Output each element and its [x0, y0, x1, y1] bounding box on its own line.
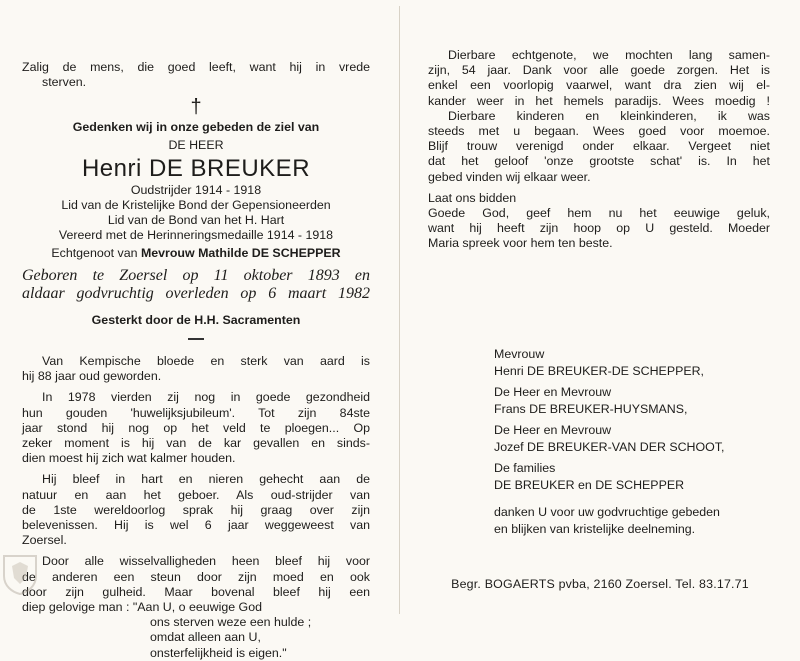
- detail-sacred-heart: Lid van de Bond van het H. Hart: [107, 213, 285, 228]
- bio-line: hun gouden 'huwelijksjubileum'. Tot zijn 84ste: [22, 405, 370, 420]
- thanks-line: en blijken van kristelijke deelneming.: [494, 522, 696, 536]
- bio-line: de 1ste wereldoorlog sprak hij graag over zijn: [22, 502, 370, 517]
- card-fold-line: [399, 6, 400, 614]
- prayer-section: [428, 191, 770, 252]
- left-panel: [22, 60, 370, 661]
- deceased-title: DE HEER: [168, 137, 224, 152]
- bio-line: de anderen een steun door zijn moed en ook: [22, 569, 370, 584]
- family-line: De Heer en Mevrouw: [494, 423, 612, 437]
- quote-line: ons sterven weze een hulde ;: [150, 615, 312, 630]
- quote-line: omdat alleen aan U,: [150, 630, 261, 645]
- cross-icon: †: [190, 96, 202, 119]
- spouse-line: [22, 246, 370, 261]
- archive-seal-icon: [0, 552, 40, 596]
- biography-paragraph-2: [22, 390, 370, 466]
- farewell-line: Blijf trouw verenigd onder elkaar. Vergeet niet: [428, 139, 770, 154]
- deceased-name: Henri DE BREUKER: [81, 154, 311, 182]
- farewell-line: Dierbare kinderen en kleinkinderen, ik was: [448, 108, 770, 123]
- family-line: De Heer en Mevrouw: [494, 385, 612, 399]
- spouse-prefix: Echtgenoot van: [51, 245, 141, 260]
- bio-line: diep gelovige man : "Aan U, o eeuwige God: [22, 600, 262, 615]
- farewell-line: gebed vinden wij elkaar weer.: [428, 169, 591, 184]
- bio-line: door zijn gulheid. Maar bovenal bleef hij een: [22, 584, 370, 599]
- spouse-farewell-paragraph: [428, 48, 770, 109]
- bio-line: Hij bleef in hart en nieren gehecht aan de: [42, 472, 370, 487]
- prayer-line: Gedenken wij in onze gebeden de ziel van: [72, 120, 320, 135]
- prayer-line: Maria spreek voor hem ten beste.: [428, 236, 613, 251]
- biography-paragraph-3: [22, 472, 370, 548]
- prayer-line: want hij heeft zijn hoop op U gesteld. Moeder: [428, 221, 770, 236]
- farewell-line: dat het geloof 'onze grootste schat' is. In het: [428, 154, 770, 169]
- farewell-line: Dierbare echtgenote, we mochten lang samen-: [448, 48, 770, 62]
- bio-line: zeker moment is hij van de kar gevallen en sinds-: [22, 436, 370, 451]
- spouse-name: Mevrouw Mathilde DE SCHEPPER: [140, 245, 341, 260]
- printer-imprint: Begr. BOGAERTS pvba, 2160 Zoersel. Tel. 83.17.71: [451, 577, 749, 591]
- farewell-line: enkel een voorlopig vaarwel, want dra zien wij el-: [428, 78, 770, 93]
- right-panel: [428, 48, 770, 252]
- family-line: Henri DE BREUKER-DE SCHEPPER,: [494, 364, 704, 378]
- family-line: DE BREUKER en DE SCHEPPER: [494, 478, 685, 492]
- bio-line: In 1978 vierden zij nog in goede gezondheid: [42, 390, 370, 405]
- opening-line-1: Zalig de mens, die goed leeft, want hij in vrede: [22, 60, 370, 74]
- birth-line-2: aldaar godvruchtig overleden op 6 maart 1982: [22, 284, 370, 302]
- bio-line: Zoersel.: [22, 533, 67, 548]
- bio-line: Van Kempische bloede en sterk van aard is: [42, 354, 370, 369]
- divider-dash: [188, 338, 204, 340]
- bio-line: natuur en aan het geboer. Als oud-strijder van: [22, 487, 370, 502]
- farewell-line: zijn, 54 jaar. Dank voor alle goede zorgen. Het is: [428, 63, 770, 78]
- quote-line: onsterfelijkheid is eigen.": [150, 645, 287, 660]
- family-signatures: [494, 346, 774, 538]
- prayer-line: Goede God, geef hem nu het eeuwige geluk,: [428, 206, 770, 221]
- detail-veteran: Oudstrijder 1914 - 1918: [130, 182, 262, 197]
- thanks-line: danken U voor uw godvruchtige gebeden: [494, 505, 720, 519]
- bio-line: hij 88 jaar oud geworden.: [22, 369, 162, 384]
- detail-medal: Vereerd met de Herinneringsmedaille 1914 - 1918: [58, 228, 334, 243]
- bio-line: belevenissen. Hij is wel 6 jaar weggeweest van: [22, 518, 370, 533]
- family-line: Frans DE BREUKER-HUYSMANS,: [494, 402, 688, 416]
- farewell-line: kander weer in het hemels paradijs. Wees moedig !: [428, 93, 770, 108]
- farewell-line: steeds met u begaan. Wees goed voor moemoe.: [428, 124, 770, 139]
- birth-line-1: Geboren te Zoersel op 11 oktober 1893 en: [22, 266, 370, 284]
- family-line: Jozef DE BREUKER-VAN DER SCHOOT,: [494, 440, 725, 454]
- bio-line: jaar stond hij nog op het veld te ploegen... Op: [22, 420, 370, 435]
- detail-pensioners-union: Lid van de Kristelijke Bond der Gepensioneerden: [61, 198, 331, 213]
- prayer-heading: Laat ons bidden: [428, 190, 517, 205]
- opening-line-2: sterven.: [42, 75, 87, 90]
- bio-line: Door alle wisselvalligheden heen bleef hij voor: [42, 554, 370, 569]
- biography-paragraph-1: [22, 354, 370, 384]
- biography-paragraph-4: [22, 554, 370, 660]
- children-farewell-paragraph: [428, 109, 770, 185]
- family-line: De families: [494, 461, 556, 475]
- family-line: Mevrouw: [494, 347, 545, 361]
- bio-line: dien moest hij zich wat kalmer houden.: [22, 451, 236, 466]
- sacraments-line: Gesterkt door de H.H. Sacramenten: [91, 312, 301, 327]
